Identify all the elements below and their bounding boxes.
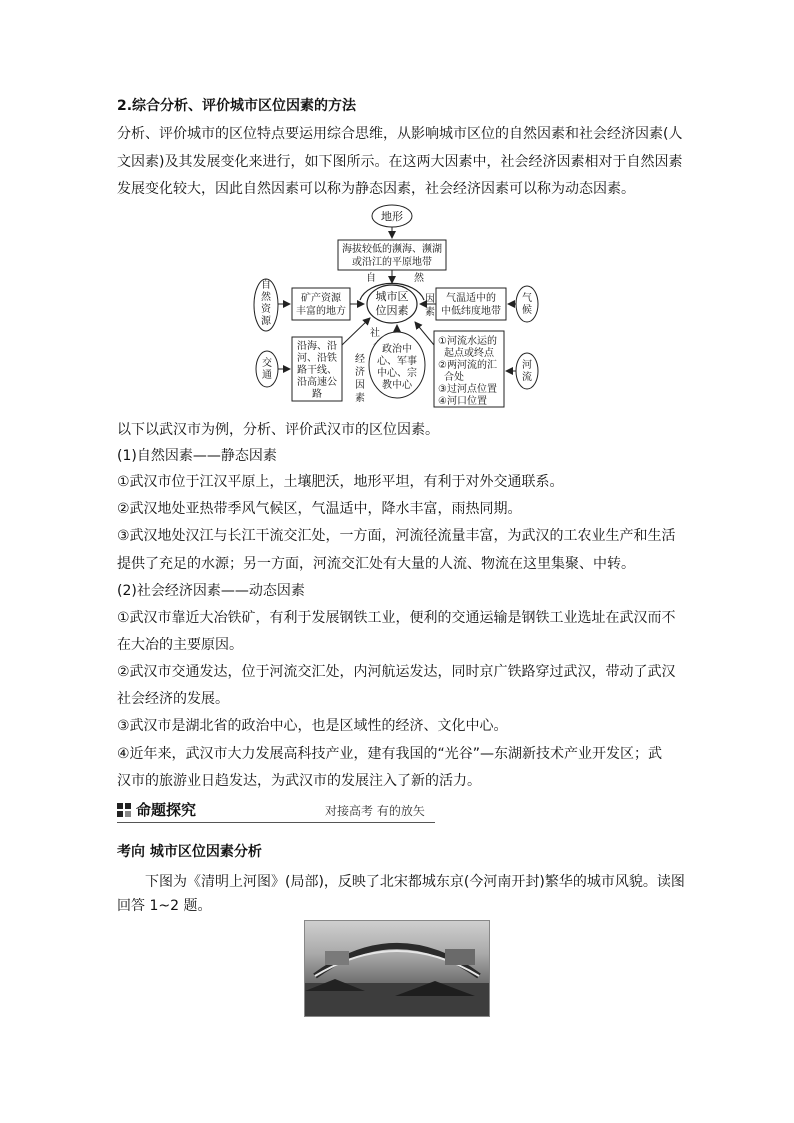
- resources-char: 资: [261, 304, 271, 315]
- terrain-box-line: 或沿江的平原地带: [352, 257, 432, 268]
- politics-line: 教中心: [382, 380, 412, 391]
- river-box-line: 起点或终点: [444, 348, 494, 359]
- subsection-title: (1)自然因素——静态因素: [117, 448, 277, 464]
- paragraph-line: 发展变化较大，因此自然因素可以称为静态因素，社会经济因素可以称为动态因素。: [117, 181, 635, 197]
- transport-box-line: 沿高速公: [297, 377, 337, 388]
- natural-factor-label: 然: [414, 273, 424, 284]
- socio-char: 社: [370, 328, 380, 339]
- socio-char: 素: [355, 393, 365, 404]
- section-banner-icon: [117, 803, 131, 817]
- river-box-line: ③过河点位置: [438, 384, 497, 395]
- city-location-factors-diagram: [0, 0, 794, 420]
- subsection-title: (2)社会经济因素——动态因素: [117, 583, 305, 599]
- river-box-line: 合处: [444, 372, 464, 383]
- climate-char: 气: [522, 293, 532, 304]
- resources-char: 自: [261, 280, 271, 291]
- center-label: 城市区: [375, 290, 409, 303]
- natural-factor-label: 因: [425, 294, 435, 305]
- list-item: 汉市的旅游业日趋发达，为武汉市的发展注入了新的活力。: [117, 773, 481, 789]
- question-line: 回答 1~2 题。: [117, 898, 212, 914]
- socio-char: 济: [355, 367, 365, 378]
- river-box-line: ①河流水运的: [438, 336, 497, 347]
- list-item: 提供了充足的水源；另一方面，河流交汇处有大量的人流、物流在这里集聚、中转。: [117, 556, 635, 572]
- politics-line: 政治中: [382, 344, 412, 355]
- river-char: 流: [522, 372, 532, 383]
- section-banner-divider: [117, 822, 435, 823]
- climate-char: 候: [522, 305, 532, 316]
- painting-image: [304, 920, 490, 1017]
- terrain-box-line: 海拔较低的濒海、濒湖: [342, 244, 442, 255]
- paragraph-line: 文因素)及其发展变化来进行，如下图所示。在这两大因素中，社会经济因素相对于自然因素: [117, 154, 683, 170]
- politics-line: 心、军事: [377, 356, 417, 367]
- section-banner-title: 命题探究: [136, 801, 197, 819]
- terrain-label: 地形: [381, 210, 403, 223]
- socio-char: 因: [355, 380, 365, 391]
- mineral-box-line: 矿产资源: [301, 293, 341, 304]
- paragraph-line: 分析、评价城市的区位特点要运用综合思维，从影响城市区位的自然因素和社会经济因素(人: [117, 126, 683, 142]
- climate-box-line: 气温适中的: [446, 293, 496, 304]
- transport-box-line: 路干线、: [297, 365, 337, 376]
- transport-char: 交: [262, 358, 272, 369]
- river-box-line: ②两河流的汇: [438, 360, 497, 371]
- climate-box-line: 中低纬度地带: [441, 306, 501, 317]
- transport-char: 通: [262, 370, 272, 381]
- river-char: 河: [522, 360, 532, 371]
- list-item: 在大冶的主要原因。: [117, 637, 243, 653]
- list-item: ①武汉市位于江汉平原上，土壤肥沃，地形平坦，有利于对外交通联系。: [117, 474, 564, 490]
- river-node: [516, 353, 538, 389]
- socio-char: 经: [355, 354, 365, 365]
- exam-direction: 考向 城市区位因素分析: [117, 844, 262, 860]
- section-banner-subtitle: 对接高考 有的放矢: [325, 804, 425, 818]
- list-item: ③武汉地处汉江与长江干流交汇处，一方面，河流径流量丰富，为武汉的工农业生产和生活: [117, 528, 676, 544]
- list-item: ④近年来，武汉市大力发展高科技产业，建有我国的“光谷”—东湖新技术产业开发区；武: [117, 746, 663, 762]
- transport-box-line: 沿海、沿: [297, 341, 337, 352]
- list-item: 社会经济的发展。: [117, 691, 229, 707]
- section-heading: 2.综合分析、评价城市区位因素的方法: [117, 98, 357, 114]
- list-item: ②武汉市交通发达，位于河流交汇处，内河航运发达，同时京广铁路穿过武汉，带动了武汉: [117, 664, 676, 680]
- river-box-line: ④河口位置: [438, 396, 487, 407]
- transport-box-line: 河、沿铁: [297, 353, 337, 364]
- transport-node: [256, 351, 278, 387]
- politics-line: 中心、宗: [377, 368, 417, 379]
- resources-char: 源: [261, 316, 271, 327]
- list-item: ②武汉地处亚热带季风气候区，气温适中，降水丰富，雨热同期。: [117, 501, 522, 517]
- mineral-box-line: 丰富的地方: [296, 306, 346, 317]
- list-item: ③武汉市是湖北省的政治中心，也是区域性的经济、文化中心。: [117, 718, 508, 734]
- list-item: ①武汉市靠近大冶铁矿，有利于发展钢铁工业，便利的交通运输是钢铁工业选址在武汉而不: [117, 610, 676, 626]
- center-label: 位因素: [375, 304, 409, 317]
- transport-box-line: 路: [312, 389, 322, 400]
- natural-factor-label: 素: [425, 307, 435, 318]
- climate-node: [516, 286, 538, 322]
- paragraph-line: 以下以武汉市为例，分析、评价武汉市的区位因素。: [117, 422, 439, 438]
- resources-char: 然: [261, 292, 271, 303]
- natural-factor-label: 自: [366, 273, 376, 284]
- question-line: 下图为《清明上河图》(局部)，反映了北宋都城东京(今河南开封)繁华的城市风貌。读图: [145, 874, 685, 890]
